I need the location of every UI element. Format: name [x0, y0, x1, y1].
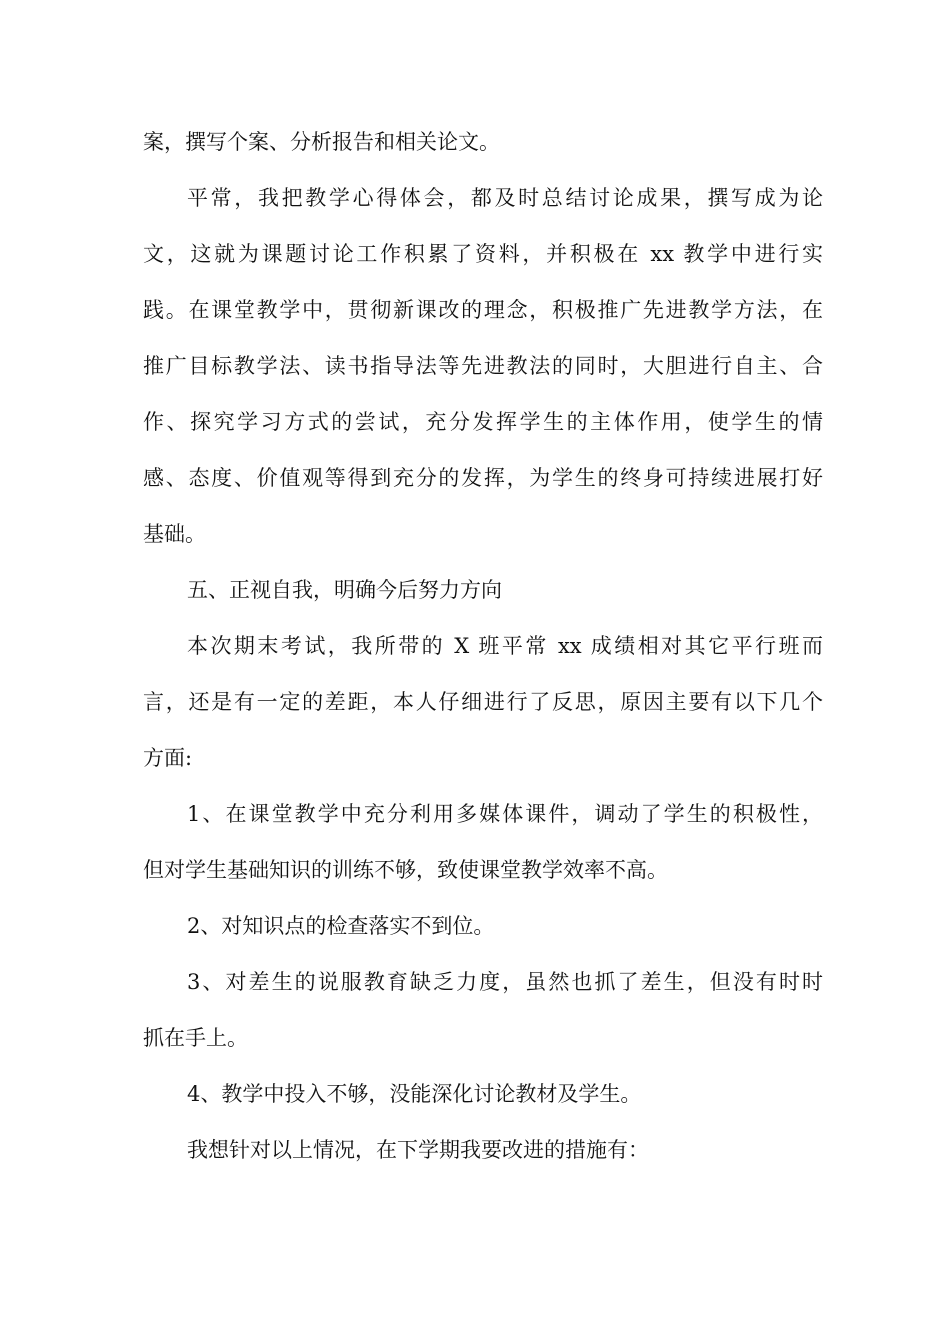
- paragraph-line: 本次期末考试，我所带的 X 班平常 xx 成绩相对其它平行班而: [187, 634, 823, 658]
- paragraph-line: 我想针对以上情况，在下学期我要改进的措施有：: [187, 1138, 649, 1162]
- section-heading: 五、正视自我，明确今后努力方向: [187, 578, 502, 602]
- paragraph-line: 案，撰写个案、分析报告和相关论文。: [143, 130, 500, 154]
- list-item-line: 4、教学中投入不够，没能深化讨论教材及学生。: [187, 1082, 642, 1106]
- document-body: [143, 118, 823, 1182]
- paragraph-line: 推广目标教学法、读书指导法等先进教法的同时，大胆进行自主、合: [143, 354, 823, 378]
- list-item-line: 1、在课堂教学中充分利用多媒体课件，调动了学生的积极性，: [187, 802, 823, 826]
- paragraph-line: 感、态度、价值观等得到充分的发挥，为学生的终身可持续进展打好: [143, 466, 823, 490]
- list-item-line: 2、对知识点的检查落实不到位。: [187, 914, 495, 938]
- list-item-line: 3、对差生的说服教育缺乏力度，虽然也抓了差生，但没有时时: [187, 970, 823, 994]
- list-item-line: 抓在手上。: [143, 1026, 248, 1050]
- paragraph-line: 文，这就为课题讨论工作积累了资料，并积极在 xx 教学中进行实: [143, 242, 823, 266]
- paragraph-line: 践。在课堂教学中，贯彻新课改的理念，积极推广先进教学方法，在: [143, 298, 823, 322]
- paragraph-line: 作、探究学习方式的尝试，充分发挥学生的主体作用，使学生的情: [143, 410, 823, 434]
- paragraph-line: 言，还是有一定的差距，本人仔细进行了反思，原因主要有以下几个: [143, 690, 823, 714]
- paragraph-line: 方面:: [143, 746, 193, 770]
- paragraph-line: 基础。: [143, 522, 206, 546]
- list-item-line: 但对学生基础知识的训练不够，致使课堂教学效率不高。: [143, 858, 668, 882]
- paragraph-line: 平常，我把教学心得体会，都及时总结讨论成果，撰写成为论: [187, 186, 823, 210]
